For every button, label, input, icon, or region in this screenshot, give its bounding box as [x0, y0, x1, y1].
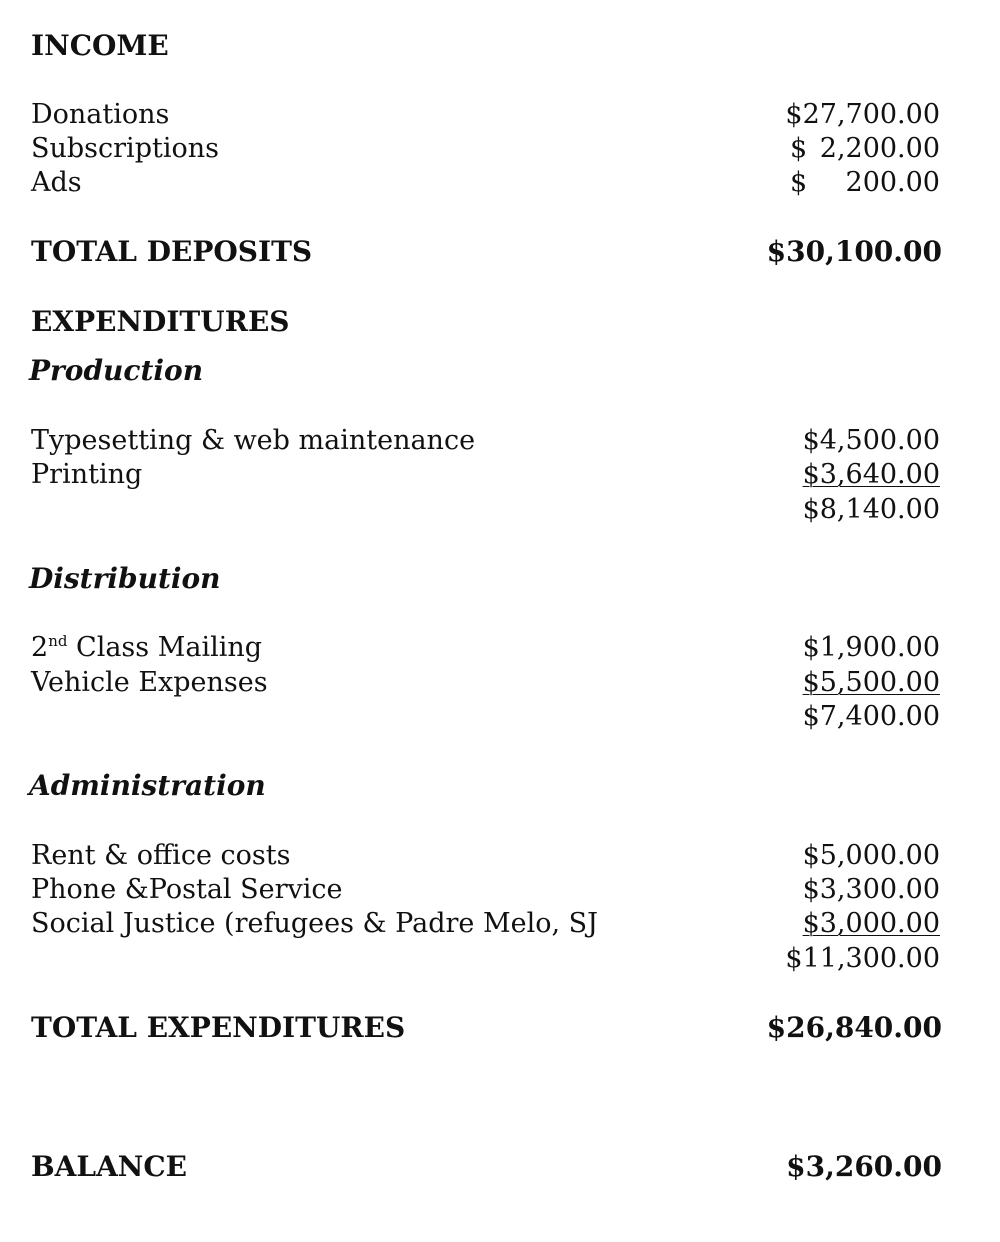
balance-amount: $3,260.00: [786, 1150, 942, 1183]
administration-row-label: Phone &Postal Service: [31, 874, 343, 905]
distribution-row-amount: $1,900.00: [802, 632, 940, 663]
production-heading: Production: [29, 354, 204, 387]
distribution-row-amount: $5,500.00: [802, 667, 940, 698]
production-row-label: Printing: [31, 459, 143, 490]
administration-row-label: Rent & office costs: [31, 840, 291, 871]
income-row-currency: $: [790, 167, 808, 198]
total-expenditures-label: TOTAL EXPENDITURES: [31, 1011, 406, 1044]
administration-subtotal: $11,300.00: [785, 943, 940, 974]
administration-row-label: Social Justice (refugees & Padre Melo, SJ: [31, 908, 598, 939]
administration-row-amount: $3,300.00: [802, 874, 940, 905]
distribution-heading: Distribution: [29, 562, 221, 595]
production-row-amount: $3,640.00: [802, 459, 940, 490]
ordinal-suffix: nd: [48, 632, 68, 650]
income-row-amount: 2,200.00: [819, 133, 940, 164]
total-deposits-label: TOTAL DEPOSITS: [31, 235, 313, 268]
distribution-subtotal: $7,400.00: [802, 701, 940, 732]
administration-row-amount: $3,000.00: [802, 908, 940, 939]
income-row-label: Ads: [31, 167, 82, 198]
production-row-label: Typesetting & web maintenance: [31, 425, 476, 456]
distribution-row-label: Vehicle Expenses: [31, 667, 268, 698]
expenditures-heading: EXPENDITURES: [31, 305, 290, 338]
balance-label: BALANCE: [31, 1150, 188, 1183]
ordinal-number: 2: [31, 632, 49, 663]
total-expenditures-amount: $26,840.00: [766, 1011, 942, 1044]
administration-row-amount: $5,000.00: [802, 840, 940, 871]
production-row-amount: $4,500.00: [802, 425, 940, 456]
production-subtotal: $8,140.00: [802, 494, 940, 525]
distribution-row-label: [31, 634, 262, 661]
income-row-currency: $: [790, 133, 808, 164]
income-heading: INCOME: [31, 29, 169, 62]
distribution-row-label-text: Class Mailing: [67, 632, 263, 663]
total-deposits-amount: $30,100.00: [766, 235, 942, 268]
administration-heading: Administration: [29, 769, 266, 802]
income-row-label: Subscriptions: [31, 133, 219, 164]
income-row-amount: $27,700.00: [785, 99, 940, 130]
income-row-label: Donations: [31, 99, 170, 130]
income-row-amount: 200.00: [845, 167, 940, 198]
